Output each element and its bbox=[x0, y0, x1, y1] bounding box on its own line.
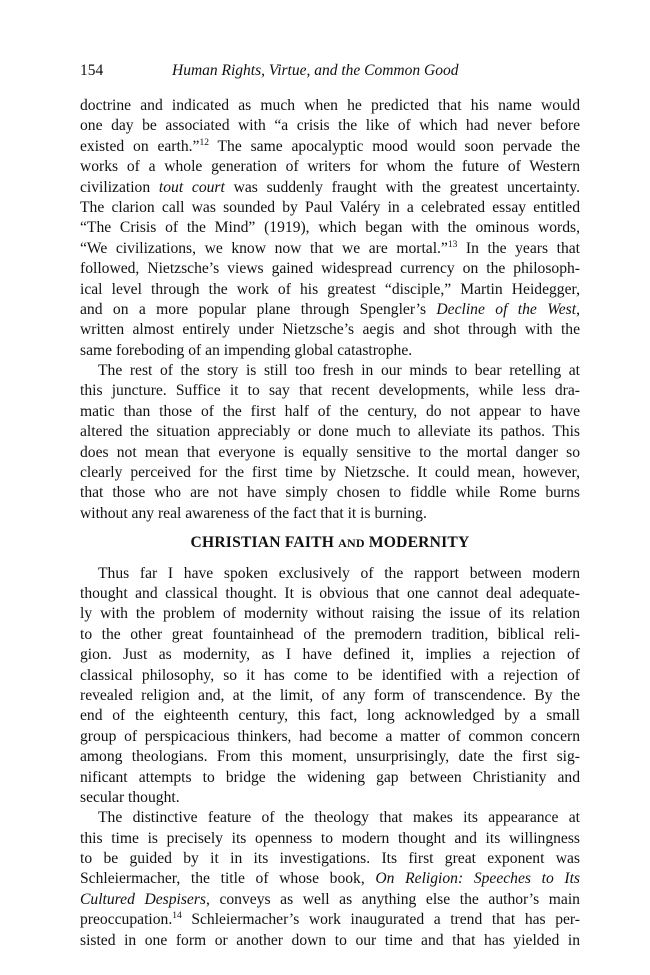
paragraph bbox=[80, 808, 580, 951]
text-line: this time is precisely its openness to modern thought and its willingness bbox=[80, 829, 580, 847]
footnote-ref: 14 bbox=[172, 911, 182, 922]
text-line: secular thought. bbox=[80, 788, 180, 806]
text-line: group of perspicacious thinkers, had become a matter of common concern bbox=[80, 727, 580, 745]
body-text bbox=[80, 96, 580, 951]
text-line: existed on earth.”$^{12}$ The same apocalyptic mood would soon pervade the bbox=[80, 137, 580, 155]
footnote-ref: 12 bbox=[199, 137, 209, 148]
text-line: doctrine and indicated as much when he predicted that his name would bbox=[80, 97, 580, 114]
text-line: to the other great fountainhead of the premodern tradition, biblical reli- bbox=[80, 625, 580, 643]
text-line: “We civilizations, we know now that we are mortal.”$^{13}$ In the years that bbox=[80, 239, 580, 257]
text-line: this juncture. Suffice it to say that recent developments, while less dra- bbox=[80, 382, 580, 400]
text-line: thought and classical thought. It is obvious that one cannot deal adequate- bbox=[80, 584, 580, 602]
text-line: “The Crisis of the Mind” (1919), which began with the ominous words, bbox=[80, 219, 580, 237]
footnote-ref: 13 bbox=[447, 239, 458, 250]
running-head bbox=[80, 62, 580, 84]
paragraph bbox=[80, 96, 580, 361]
text-line: Thus far I have spoken exclusively of the rapport between modern bbox=[98, 564, 580, 582]
text-line: clearly perceived for the first time by Nietzsche. It could mean, however, bbox=[80, 464, 580, 482]
running-title: Human Rights, Virtue, and the Common Good bbox=[172, 62, 459, 79]
text-line: preoccupation.$^{14}$ Schleiermacher’s work inaugurated a trend that has per- bbox=[80, 911, 580, 929]
text-line: revealed religion and, at the limit, of any form of transcendence. By the bbox=[80, 686, 580, 704]
text-line: sisted in one form or another down to our time and that has yielded in bbox=[80, 931, 580, 949]
paragraph bbox=[80, 361, 580, 524]
text-line: written almost entirely under Nietzsche’s aegis and shot through with the bbox=[80, 321, 580, 339]
text-line: classical philosophy, so it has come to be identified with a rejection of bbox=[80, 666, 580, 684]
text-line: that those who are not have simply chosen to fiddle while Rome burns bbox=[80, 484, 580, 502]
text-line: among theologians. From this moment, unsurprisingly, date the first sig- bbox=[80, 748, 580, 766]
text-line: to be guided by it in its investigations. Its first great exponent was bbox=[80, 850, 580, 868]
text-line: The distinctive feature of the theology that makes its appearance at bbox=[98, 809, 580, 827]
text-line: end of the eighteenth century, this fact, long acknowledged by a small bbox=[80, 707, 580, 725]
text-line: ly with the problem of modernity without raising the issue of its relation bbox=[80, 605, 580, 623]
text-line: one day be associated with “a crisis the like of which had never before bbox=[80, 117, 580, 135]
text-line: does not mean that everyone is equally sensitive to the mortal danger so bbox=[80, 443, 580, 461]
text-line: altered the situation appreciably or done much to alleviate its pathos. This bbox=[80, 423, 580, 441]
text-line: Cultured Despisers, conveys as well as anything else the author’s main bbox=[80, 890, 580, 908]
text-line: followed, Nietzsche’s views gained widespread currency on the philosoph- bbox=[80, 260, 580, 278]
text-line: The rest of the story is still too fresh in our minds to bear retelling at bbox=[98, 362, 580, 380]
text-line: matic than those of the first half of the century, do not appear to have bbox=[80, 402, 580, 420]
text-line: same foreboding of an impending global catastrophe. bbox=[80, 341, 413, 359]
text-line: without any real awareness of the fact that it is burning. bbox=[80, 504, 427, 522]
section-heading: CHRISTIAN FAITH AND MODERNITY bbox=[190, 534, 470, 552]
text-line: The clarion call was sounded by Paul Valéry in a celebrated essay entitled bbox=[80, 198, 580, 216]
text-line: and on a more popular plane through Spengler’s Decline of the West, bbox=[80, 300, 580, 318]
text-line: ical level through the work of his greatest “disciple,” Martin Heidegger, bbox=[80, 280, 580, 298]
text-line: civilization tout court was suddenly fraught with the greatest uncertainty. bbox=[80, 178, 580, 196]
paragraph bbox=[80, 564, 580, 809]
text-line: Schleiermacher, the title of whose book, On Religion: Speeches to Its bbox=[80, 870, 580, 888]
page-number: 154 bbox=[80, 62, 104, 79]
text-line: gion. Just as modernity, as I have defined it, implies a rejection of bbox=[80, 646, 580, 664]
text-line: nificant attempts to bridge the widening gap between Christianity and bbox=[80, 768, 580, 786]
text-line: works of a whole generation of writers for whom the future of Western bbox=[80, 158, 580, 176]
